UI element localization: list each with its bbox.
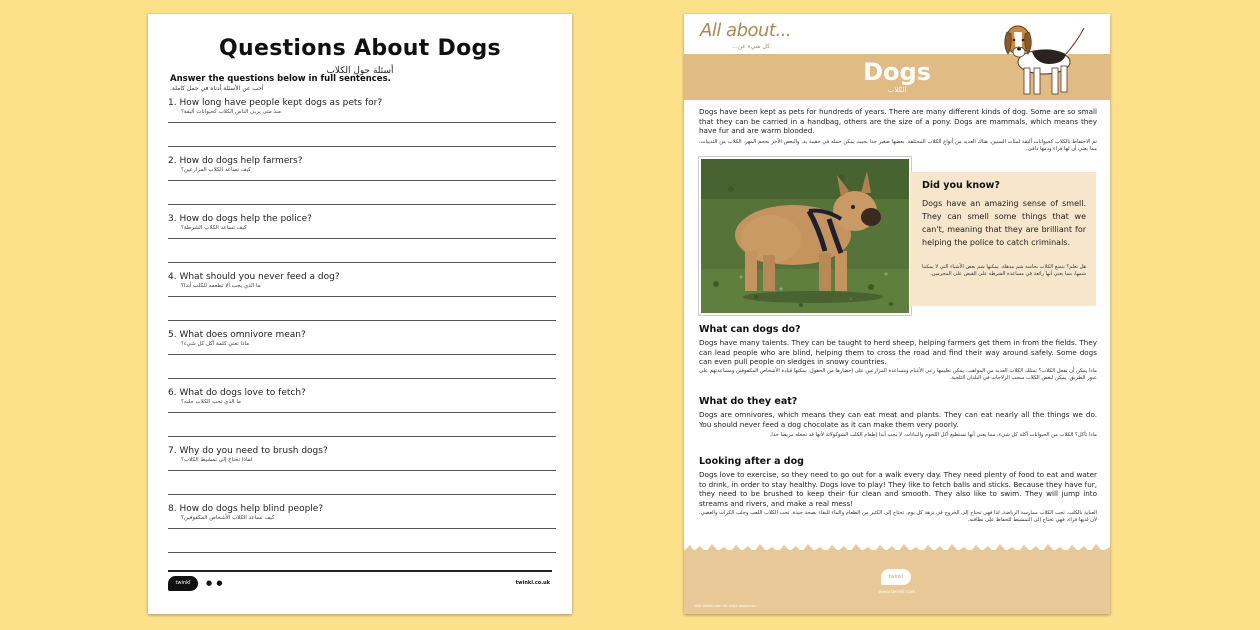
question-text-arabic: ماذا تعني كلمة آكل كل شيء؟	[181, 341, 250, 347]
worksheet-instructions-arabic: أجب عن الأسئلة أدناه في جمل كاملة.	[170, 85, 264, 92]
section-heading: What do they eat?	[699, 396, 798, 407]
did-you-know-body-arabic: تتمتع الكلاب بحاسة شم مذهلة. يمكنها شم بعض الأشياء التي لا يمكننا شمها، مما يعني أنها رائعة في مساعدة الشرطة على القبض على المجرمين.	[922, 264, 1086, 277]
answer-line[interactable]	[168, 354, 556, 355]
footer-copyright: Visit twinkl.com for more resources	[694, 604, 756, 608]
section-text-arabic: العناية بالكلب. تحب الكلاب ممارسة الرياضة، لذا فهي تحتاج إلى الخروج في نزهة كل يوم. تحتاج إلى الكثير من الطعام والماء للبقاء بصحة جيدة. تحب الكلاب اللعب وجلب الكرات والعصي. لأن لديها فراء، فهي تحتاج إلى التمشيط للحفاظ على نظافته.	[699, 510, 1097, 523]
section-heading: What can dogs do?	[699, 324, 801, 335]
question-text-arabic: كيف تساعد الكلاب المزارعين؟	[181, 167, 251, 173]
all-about-label-arabic: كل شيء عن...	[732, 43, 770, 50]
fact-sheet-title: Dogs	[863, 58, 931, 86]
questions-worksheet	[148, 14, 572, 614]
did-you-know-text: Dogs have an amazing sense of smell. They can smell some things that we can't, meaning that they are brilliant for helping the police to catch criminals.	[922, 199, 1086, 247]
did-you-know-box	[910, 172, 1096, 306]
answer-line[interactable]	[168, 436, 556, 437]
fact-sheet-title-arabic: الكلاب	[887, 86, 907, 94]
worksheet-title-arabic: أسئلة حول الكلاب	[326, 66, 394, 76]
question-text-arabic: منذ متى يربي الناس الكلاب كحيوانات أليفة؟	[181, 109, 281, 115]
question-item	[168, 504, 556, 521]
question-text: 1. How long have people kept dogs as pets for?	[168, 98, 383, 108]
worksheet-title: Questions About Dogs	[219, 36, 501, 61]
question-text-arabic: لماذا تحتاج إلى تمشيط الكلاب؟	[181, 457, 253, 463]
section-text-arabic: ماذا يمكن أن تفعل الكلاب؟ تمتلك الكلاب العديد من المواهب. يمكن تعليمها رعي الأغنام ومساعدة المزارعين على إحضارها من الحقول. يمكنها قيادة الأشخاص المكفوفين ومساعدتهم على عبور الطريق. يمكن لبعض الكلاب سحب الزلاجات في البلدان الثلجية.	[699, 368, 1097, 381]
twinkl-footer-logo: twinkl	[881, 569, 911, 585]
footer-site: twinkl.co.uk	[515, 580, 550, 586]
answer-line[interactable]	[168, 146, 556, 147]
section-heading: Looking after a dog	[699, 456, 804, 467]
twinkl-logo: twinkl	[168, 576, 198, 591]
intro-paragraph-arabic: تم الاحتفاظ بالكلاب كحيوانات أليفة لمئات السنين. هناك العديد من أنواع الكلاب المختلفة. بعضها صغير جدا بحيث يمكن حمله في حقيبة يد، والبعض الآخر بحجم المهر. الكلاب من الثدييات، مما يعني أن لها فراء ودمها دافئ.	[699, 139, 1097, 152]
answer-line[interactable]	[168, 204, 556, 205]
section-text: Dogs have many talents. They can be taught to herd sheep, helping farmers get them in from the fields. They can lead people who are blind, helping them to cross the road and find their way around safely. Some dogs can even pull people on sledges in snowy countries.	[699, 338, 1097, 367]
section-text-arabic: ماذا تأكل؟ الكلاب من الحيوانات آكلة كل شيء، مما يعني أنها تستطيع أكل اللحوم والنباتات. لا يجب أبدا إطعام الكلب الشوكولاتة لأنها قد تجعله مريضا جدا.	[769, 432, 1097, 438]
answer-line[interactable]	[168, 552, 556, 553]
worksheet-instructions: Answer the questions below in full sentences.	[170, 74, 391, 84]
question-text-arabic: ما الذي يجب ألا تطعمه للكلب أبدا؟	[181, 283, 261, 289]
dogs-fact-sheet	[684, 14, 1110, 614]
section-text: Dogs love to exercise, so they need to go out for a walk every day. They need plenty of food to eat and water to drink, in order to stay healthy. Dogs love to play! They like to fetch balls and sticks. Because they have fur, they need to be brushed to keep their fur clean and smooth. They also like to swim. They will jump into streams and rivers, and make a real mess!	[699, 470, 1097, 508]
question-item	[168, 214, 556, 231]
question-item	[168, 98, 556, 115]
answer-line[interactable]	[168, 180, 556, 181]
did-you-know-heading-arabic: هل تعلم؟	[1066, 264, 1087, 270]
question-text: 8. How do dogs help blind people?	[168, 504, 324, 514]
did-you-know-heading: Did you know?	[922, 180, 1000, 191]
question-text: 6. What do dogs love to fetch?	[168, 388, 306, 398]
footer-divider	[168, 570, 552, 572]
answer-line[interactable]	[168, 238, 556, 239]
question-text: 5. What does omnivore mean?	[168, 330, 306, 340]
question-text-arabic: ما الذي تحب الكلاب جلبه؟	[181, 399, 241, 405]
question-item	[168, 156, 556, 173]
question-item	[168, 330, 556, 347]
grass-edge	[684, 543, 1110, 557]
answer-line[interactable]	[168, 378, 556, 379]
answer-line[interactable]	[168, 494, 556, 495]
answer-line[interactable]	[168, 296, 556, 297]
section-text: Dogs are omnivores, which means they can eat meat and plants. They can eat nearly all the things we do. You should never feed a dog chocolate as it can make them very poorly.	[699, 410, 1097, 429]
question-item	[168, 272, 556, 289]
dog-photo	[699, 157, 911, 315]
footer-site: www.twinkl.com	[878, 590, 916, 595]
footer-dots: ● ●	[206, 579, 224, 587]
answer-line[interactable]	[168, 528, 556, 529]
answer-line[interactable]	[168, 470, 556, 471]
question-item	[168, 388, 556, 405]
question-text: 3. How do dogs help the police?	[168, 214, 312, 224]
answer-line[interactable]	[168, 412, 556, 413]
question-item	[168, 446, 556, 463]
question-text: 2. How do dogs help farmers?	[168, 156, 303, 166]
french-bulldog-image	[701, 159, 909, 313]
question-text-arabic: كيف تساعد الكلاب الأشخاص المكفوفين؟	[181, 515, 275, 521]
question-text: 4. What should you never feed a dog?	[168, 272, 340, 282]
did-you-know-text-arabic	[922, 264, 1086, 278]
answer-line[interactable]	[168, 262, 556, 263]
all-about-label: All about...	[700, 20, 792, 41]
question-text-arabic: كيف تساعد الكلاب الشرطة؟	[181, 225, 247, 231]
answer-line[interactable]	[168, 122, 556, 123]
answer-line[interactable]	[168, 320, 556, 321]
question-text: 7. Why do you need to brush dogs?	[168, 446, 328, 456]
intro-paragraph: Dogs have been kept as pets for hundreds of years. There are many different kinds of dog. Some are so small that they can be carried in a handbag, others are the size of a pony. Dogs are mammals, which means they have fur and are warm blooded.	[699, 107, 1097, 136]
